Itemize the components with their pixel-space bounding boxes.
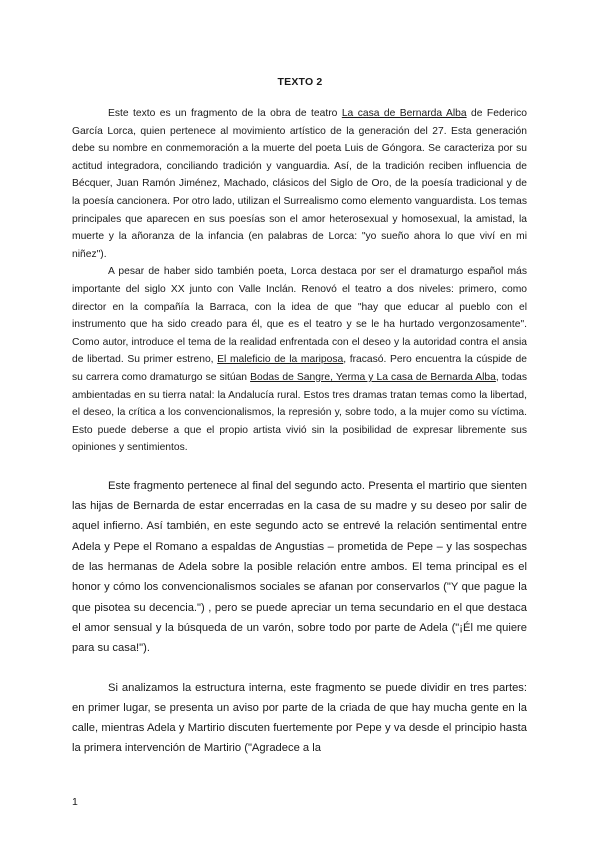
paragraph-text: , fracasó. Pero encuentra la cúspide de su carrera como dramaturgo se sitúan xyxy=(72,354,527,383)
page-number: 1 xyxy=(72,796,78,808)
paragraph-spacer xyxy=(72,659,527,678)
work-title-link: El maleficio de la mariposa xyxy=(217,354,344,366)
paragraph-text: , todas ambientadas en su tierra natal: la Andalucía rural. Estos tres dramas tratan temas como la libertad, el deseo, la crítica a los convencionalismos, la represión y, sobre todo, a la mujer como su víctima. Esto puede deberse a que el propio artista vivió sin la posibilidad de expresar libremente sus opiniones y sentimientos. xyxy=(72,371,527,454)
work-title-link: La casa de Bernarda Alba xyxy=(341,108,467,119)
paragraph-text: de Federico García Lorca, quien pertenece al movimiento artístico de la generación del 27. Esta generación debe su nombre en conmemoración a la muerte del poeta Luis de Góngora. Se caracteriza por su actitud integradora, conciliando tradición y vanguardia. Así, de la tradición reciben influencia de Bécquer, Juan Ramón Jiménez, Machado, clásicos del Siglo de Oro, de la poesía tradicional y de la poesía cancionera. Por otro lado, utilizan el Surrealismo como elemento vanguardista. Los temas principales que aparecen en sus poesías son el amor heterosexual y homosexual, la amistad, la muerte y la añoranza de la infancia (en palabras de Lorca: "yo sueño ahora lo que viví en mi niñez"). xyxy=(72,108,527,260)
paragraph-structure: Si analizamos la estructura interna, este fragmento se puede dividir en tres partes: en primer lugar, se presenta un aviso por parte de la criada de que hay mucha gente en la calle, mientras Adela y Martirio discuten fuertemente por Pepe y va desde el principio hasta la primera intervención de Martirio ("Agradece a la xyxy=(72,681,527,755)
paragraph-text: Este texto es un fragmento de la obra de teatro xyxy=(108,108,342,119)
paragraph-text: A pesar de haber sido también poeta, Lorca destaca por ser el dramaturgo español más importante del siglo XX junto con Valle Inclán. Renovó el teatro a dos niveles: primero, como director en la compañía la Barraca, con la idea de que "hay que educar al pueblo con el instrumento que ha sido creado para él, que es el teatro y se le ha hurtado vergonzosamente". Como autor, introduce el tema de la realidad enfrentada con el deseo y la autoridad contra el ansia de libertad. Su primer estreno, xyxy=(72,266,527,366)
paragraph-intro xyxy=(72,105,527,263)
work-title-link: Bodas de Sangre, Yerma y La casa de Bernarda Alba xyxy=(250,371,496,383)
paragraph-context: Este fragmento pertenece al final del segundo acto. Presenta el martirio que sienten las hijas de Bernarda de estar encerradas en la casa de su madre y su deseo por salir de aquel infierno. Así también, en este segundo acto se entrevé la relación sentimental entre Adela y Pepe el Romano a espaldas de Angustias – prometida de Pepe – y las sospechas de las hermanas de Adela sobre la posible relación entre ambos. El tema principal es el honor y cómo los convencionalismos sociales se afanan por conservarlos ("Y que pague la que pisotea su decencia.") , pero se puede apreciar un tema secundario en el que destaca el amor sensual y la búsqueda de un varón, sobre todo por parte de Adela ("¡Él me quiere para su casa!"). xyxy=(72,479,527,655)
paragraph-spacer xyxy=(72,457,527,476)
paragraph-author xyxy=(72,263,527,457)
document-body xyxy=(72,105,527,759)
document-title: TEXTO 2 xyxy=(277,76,323,88)
